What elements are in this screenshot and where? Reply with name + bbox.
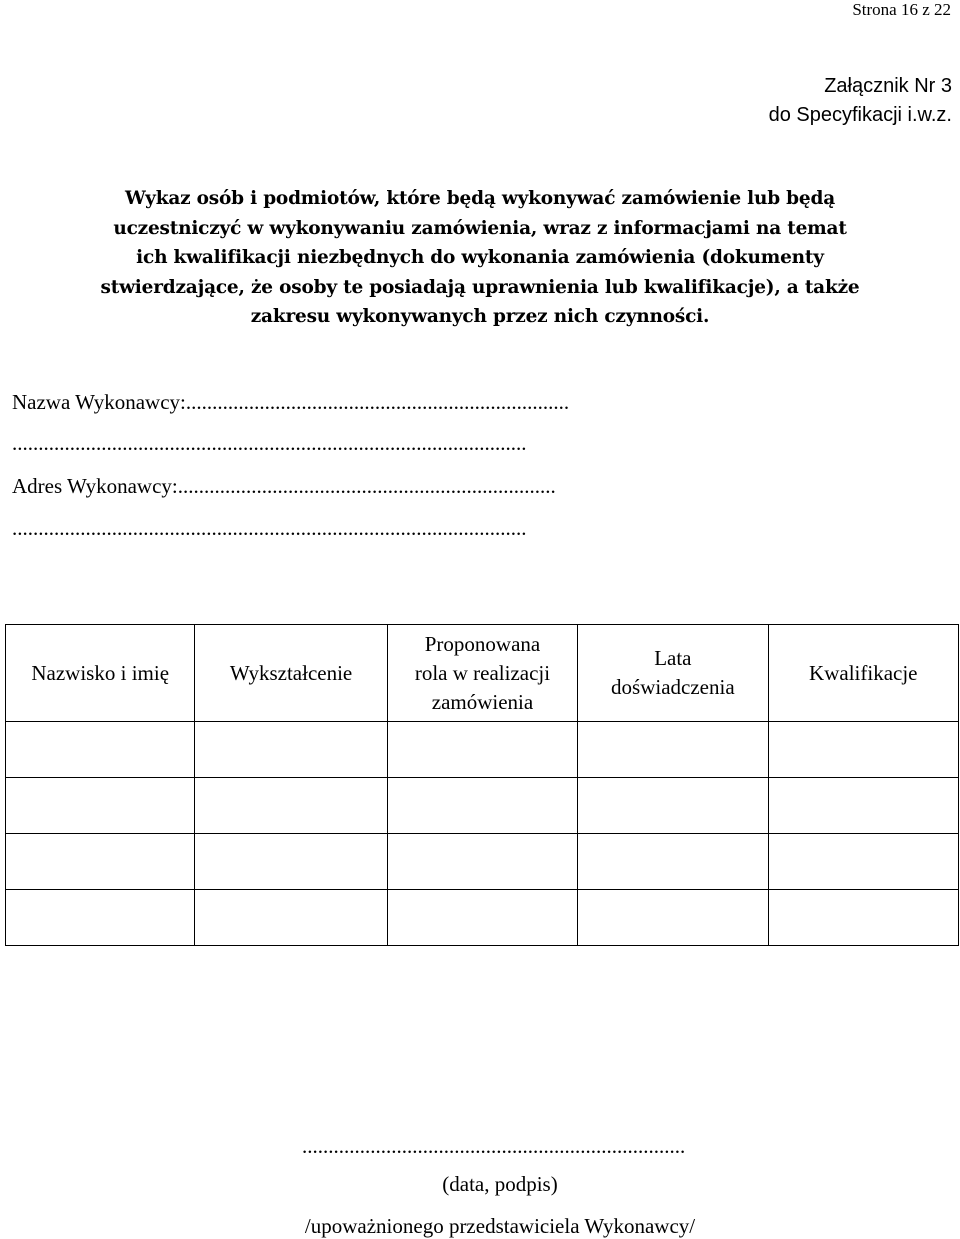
title-line: uczestniczyć w wykonywaniu zamówienia, wraz z informacjami na temat (113, 217, 847, 239)
document-title (60, 184, 900, 332)
signature-representative-label: /upoważnionego przedstawiciela Wykonawcy/ (304, 1214, 696, 1238)
table-cell[interactable] (578, 722, 768, 778)
table-cell[interactable] (195, 778, 387, 834)
table-cell[interactable] (6, 778, 195, 834)
table-cell[interactable] (387, 778, 577, 834)
contractor-name-continuation[interactable]: .................................................................................................. (12, 431, 527, 455)
table-cell[interactable] (387, 722, 577, 778)
contractor-address-field[interactable]: Adres Wykonawcy:........................................................................ (12, 474, 556, 498)
table-cell[interactable] (578, 778, 768, 834)
title-line: ich kwalifikacji niezbędnych do wykonania zamówienia (dokumenty (136, 247, 824, 268)
header-qualifications: Kwalifikacje (768, 625, 958, 722)
table-header-row (6, 625, 959, 722)
table-cell[interactable] (387, 890, 577, 946)
table-cell[interactable] (195, 834, 387, 890)
table-cell[interactable] (6, 722, 195, 778)
annex-number: Załącznik Nr 3 (824, 75, 952, 97)
table-cell[interactable] (768, 890, 958, 946)
annex-specification: do Specyfikacji i.w.z. (768, 104, 952, 126)
header-proposed-role: Proponowana rola w realizacji zamówienia (387, 625, 577, 722)
title-line: Wykaz osób i podmiotów, które będą wykonywać zamówienie lub będą (124, 188, 836, 209)
table-row (6, 890, 959, 946)
table-cell[interactable] (6, 834, 195, 890)
contractor-name-field[interactable]: Nazwa Wykonawcy:......................................................................... (12, 390, 570, 414)
header-name: Nazwisko i imię (6, 625, 195, 722)
table-cell[interactable] (387, 834, 577, 890)
table-cell[interactable] (768, 722, 958, 778)
title-line: zakresu wykonywanych przez nich czynności. (250, 306, 710, 327)
signature-date-label: (data, podpis) (442, 1172, 558, 1196)
title-line: stwierdzające, że osoby te posiadają uprawnienia lub kwalifikacje), a także (100, 276, 860, 298)
table-cell[interactable] (578, 890, 768, 946)
staff-table (5, 624, 959, 946)
page-number: Strona 16 z 22 (852, 0, 951, 19)
annex-reference (769, 72, 952, 130)
table-row (6, 834, 959, 890)
table-row (6, 778, 959, 834)
contractor-address-continuation[interactable]: .................................................................................................. (12, 516, 527, 540)
table-cell[interactable] (195, 890, 387, 946)
header-experience-years: Lata doświadczenia (578, 625, 768, 722)
header-education: Wykształcenie (195, 625, 387, 722)
table-row (6, 722, 959, 778)
table-cell[interactable] (768, 834, 958, 890)
table-cell[interactable] (578, 834, 768, 890)
signature-line[interactable]: ......................................................................... (302, 1134, 686, 1158)
table-cell[interactable] (768, 778, 958, 834)
table-cell[interactable] (195, 722, 387, 778)
table-cell[interactable] (6, 890, 195, 946)
